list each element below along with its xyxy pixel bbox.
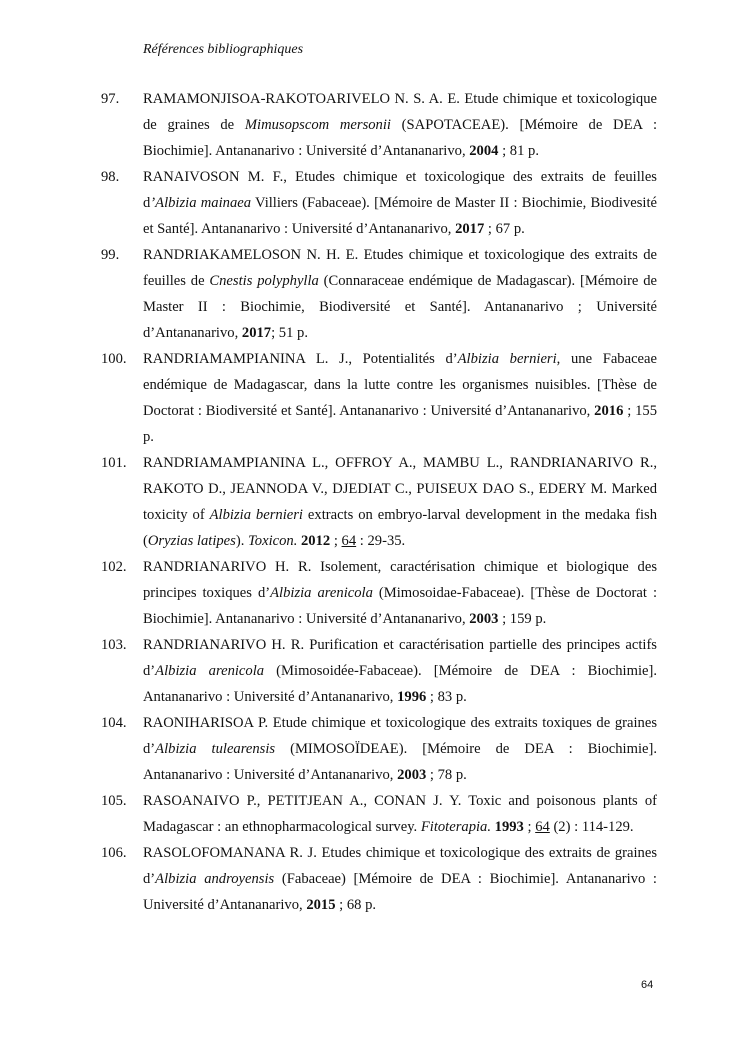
reference-text: RANDRIAMAMPIANINA L. J., Potentialités d’Albizia bernieri, une Fabaceae endémique de Madagascar, dans la lutte contre les organismes nuisibles. [Thèse de Doctorat : Biodiversité et Santé]. Antananarivo : Université d’Antananarivo, 2016 ; 155 p.: [143, 351, 657, 445]
reference-text: RAONIHARISOA P. Etude chimique et toxicologique des extraits toxiques de graines d’Albizia tulearensis (MIMOSOÏDEAE). [Mémoire de DEA : Biochimie]. Antananarivo : Université d’Antananarivo, 2003 ; 78 p.: [143, 715, 657, 783]
page-header: Références bibliographiques: [143, 42, 304, 57]
italic-text: Albizia bernieri: [457, 351, 557, 367]
reference-item: [101, 450, 657, 554]
bold-year: 2003: [469, 611, 499, 627]
italic-text: Mimusopscom mersonii: [244, 117, 391, 133]
reference-text: RASOLOFOMANANA R. J. Etudes chimique et toxicologique des extraits de graines d’Albizia androyensis (Fabaceae) [Mémoire de DEA : Biochimie]. Antananarivo : Université d’Antananarivo, 2015 ; 68 p.: [143, 845, 657, 913]
italic-text: Albizia androyensis: [155, 871, 275, 887]
reference-number: 104.: [101, 715, 127, 731]
reference-number: 101.: [101, 455, 127, 471]
italic-text: Albizia arenicola: [270, 585, 373, 601]
bold-year: 2016: [594, 403, 624, 419]
reference-text: RANDRIANARIVO H. R. Purification et caractérisation partielle des principes actifs d’Albizia arenicola (Mimosoidée-Fabaceae). [Mémoire de DEA : Biochimie]. Antananarivo : Université d’Antananarivo, 1996 ; 83 p.: [143, 637, 657, 705]
reference-number: 98.: [101, 169, 120, 185]
reference-item: [101, 164, 657, 242]
reference-number: 102.: [101, 559, 127, 575]
reference-text: RANDRIANARIVO H. R. Isolement, caractérisation chimique et biologique des principes toxiques d’Albizia arenicola (Mimosoidae-Fabaceae). [Thèse de Doctorat : Biochimie]. Antananarivo : Université d’Antananarivo, 2003 ; 159 p.: [143, 559, 657, 627]
reference-item: [101, 840, 657, 918]
italic-text: ’Albizia mainaea: [150, 195, 252, 211]
bold-year: 2015: [306, 897, 336, 913]
reference-text: RASOANAIVO P., PETITJEAN A., CONAN J. Y. Toxic and poisonous plants of Madagascar : an ethnopharmacological survey. Fitoterapia. 1993 ; 64 (2) : 114-129.: [143, 793, 657, 835]
italic-text: Albizia tulearensis: [155, 741, 276, 757]
bold-year: 2004: [469, 143, 499, 159]
italic-text: Albizia arenicola: [155, 663, 265, 679]
reference-item: [101, 554, 657, 632]
page-number: 64: [641, 979, 654, 991]
italic-text: Albizia bernieri: [209, 507, 303, 523]
underlined-volume: 64: [341, 533, 357, 549]
reference-text: RANDRIAMAMPIANINA L., OFFROY A., MAMBU L., RANDRIANARIVO R., RAKOTO D., JEANNODA V., DJEDIAT C., PUISEUX DAO S., EDERY M. Marked toxicity of Albizia bernieri extracts on embryo-larval development in the medaka fish (Oryzias latipes). Toxicon. 2012 ; 64 : 29-35.: [143, 455, 657, 549]
underlined-volume: 64: [535, 819, 550, 835]
reference-number: 97.: [101, 91, 120, 107]
reference-list: [101, 86, 657, 918]
bold-year: 2017: [455, 221, 485, 237]
reference-number: 105.: [101, 793, 127, 809]
reference-item: [101, 86, 657, 164]
reference-item: [101, 242, 657, 346]
reference-number: 99.: [101, 247, 120, 263]
reference-item: [101, 346, 657, 450]
bold-year: 2003: [397, 767, 427, 783]
italic-text: Oryzias latipes: [147, 533, 236, 549]
reference-text: RAMAMONJISOA-RAKOTOARIVELO N. S. A. E. Etude chimique et toxicologique de graines de Mimusopscom mersonii (SAPOTACEAE). [Mémoire de DEA : Biochimie]. Antananarivo : Université d’Antananarivo, 2004 ; 81 p.: [143, 91, 657, 159]
reference-text: RANAIVOSON M. F., Etudes chimique et toxicologique des extraits de feuilles d’Albizia mainaea Villiers (Fabaceae). [Mémoire de Master II : Biochimie, Biodivesité et Santé]. Antananarivo : Université d’Antananarivo, 2017 ; 67 p.: [143, 169, 657, 237]
italic-text: Toxicon.: [248, 533, 298, 549]
reference-number: 103.: [101, 637, 127, 653]
reference-text: RANDRIAKAMELOSON N. H. E. Etudes chimique et toxicologique des extraits de feuilles de Cnestis polyphylla (Connaraceae endémique de Madagascar). [Mémoire de Master II : Biochimie, Biodiversité et Santé]. Antananarivo ; Université d’Antananarivo, 2017; 51 p.: [143, 247, 657, 341]
reference-item: [101, 788, 657, 840]
reference-item: [101, 632, 657, 710]
bold-year: 2012: [301, 533, 331, 549]
italic-text: Cnestis polyphylla: [209, 273, 319, 289]
bold-year: 2017: [241, 325, 272, 341]
bold-year: 1996: [397, 689, 427, 705]
reference-number: 106.: [101, 845, 127, 861]
italic-text: Fitoterapia.: [420, 819, 491, 835]
reference-item: [101, 710, 657, 788]
reference-number: 100.: [101, 351, 127, 367]
bold-year: 1993: [494, 819, 524, 835]
